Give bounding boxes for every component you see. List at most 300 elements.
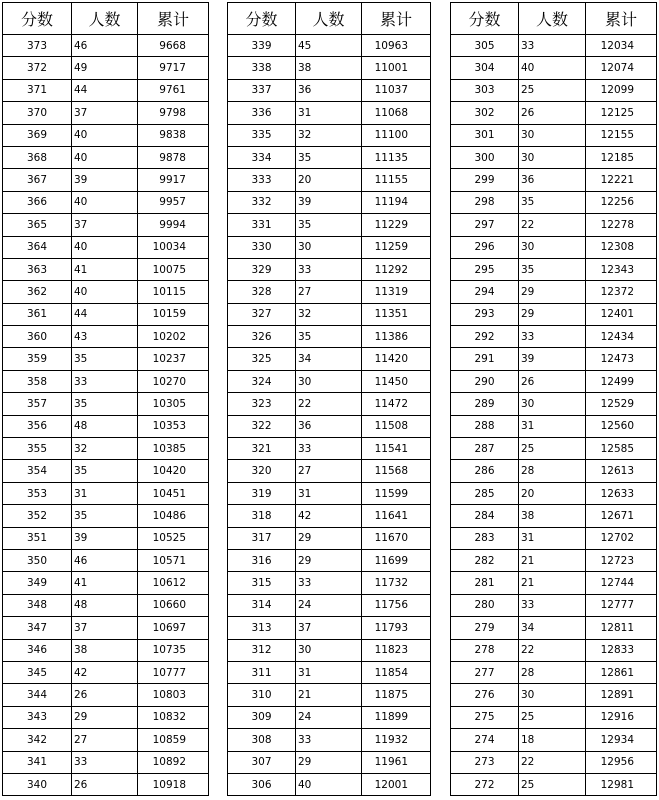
count-cell: 38 (519, 505, 586, 527)
score-cell: 306 (228, 773, 296, 795)
table-row (451, 303, 657, 325)
table-row (3, 146, 209, 168)
table-row (228, 57, 431, 79)
table-row (228, 102, 431, 124)
score-cell: 319 (228, 482, 296, 504)
cumulative-cell: 11599 (362, 482, 431, 504)
table-row (451, 594, 657, 616)
count-cell: 35 (72, 348, 138, 370)
score-cell: 350 (3, 549, 72, 571)
count-cell: 30 (296, 236, 362, 258)
score-cell: 373 (3, 35, 72, 57)
count-cell: 32 (296, 303, 362, 325)
table-row (451, 124, 657, 146)
header-score: 分数 (451, 3, 519, 35)
cumulative-cell: 12529 (586, 393, 657, 415)
cumulative-cell: 11932 (362, 729, 431, 751)
score-cell: 307 (228, 751, 296, 773)
table-row (228, 146, 431, 168)
score-cell: 320 (228, 460, 296, 482)
score-cell: 289 (451, 393, 519, 415)
count-cell: 42 (72, 661, 138, 683)
count-cell: 44 (72, 79, 138, 101)
count-cell: 33 (296, 258, 362, 280)
table-row (228, 236, 431, 258)
cumulative-cell: 11001 (362, 57, 431, 79)
table-row (228, 191, 431, 213)
score-cell: 313 (228, 617, 296, 639)
cumulative-cell: 12372 (586, 281, 657, 303)
score-cell: 326 (228, 326, 296, 348)
score-cell: 339 (228, 35, 296, 57)
score-cell: 274 (451, 729, 519, 751)
score-cell: 345 (3, 661, 72, 683)
table-row (228, 706, 431, 728)
score-cell: 314 (228, 594, 296, 616)
table-row (451, 191, 657, 213)
table-row (3, 79, 209, 101)
cumulative-cell: 11823 (362, 639, 431, 661)
score-cell: 368 (3, 146, 72, 168)
cumulative-cell: 10892 (138, 751, 209, 773)
cumulative-cell: 12934 (586, 729, 657, 751)
header-cumulative: 累计 (138, 3, 209, 35)
score-cell: 273 (451, 751, 519, 773)
table-row (451, 661, 657, 683)
score-table-2 (227, 2, 431, 796)
count-cell: 39 (296, 191, 362, 213)
score-cell: 343 (3, 706, 72, 728)
table-row (3, 326, 209, 348)
count-cell: 43 (72, 326, 138, 348)
score-cell: 283 (451, 527, 519, 549)
table-row (451, 214, 657, 236)
score-cell: 357 (3, 393, 72, 415)
count-cell: 29 (72, 706, 138, 728)
header-cumulative: 累计 (586, 3, 657, 35)
score-cell: 330 (228, 236, 296, 258)
count-cell: 22 (519, 214, 586, 236)
table-row (228, 79, 431, 101)
count-cell: 29 (296, 527, 362, 549)
score-cell: 287 (451, 438, 519, 460)
table-row (451, 639, 657, 661)
cumulative-cell: 12155 (586, 124, 657, 146)
score-cell: 284 (451, 505, 519, 527)
cumulative-cell: 11194 (362, 191, 431, 213)
score-cell: 362 (3, 281, 72, 303)
table-row (451, 505, 657, 527)
score-cell: 321 (228, 438, 296, 460)
score-cell: 310 (228, 684, 296, 706)
count-cell: 35 (519, 191, 586, 213)
cumulative-cell: 10420 (138, 460, 209, 482)
table-row (3, 751, 209, 773)
table-row (3, 505, 209, 527)
table-row (3, 438, 209, 460)
count-cell: 46 (72, 35, 138, 57)
count-cell: 22 (519, 751, 586, 773)
count-cell: 30 (519, 393, 586, 415)
score-cell: 364 (3, 236, 72, 258)
table-row (228, 594, 431, 616)
count-cell: 44 (72, 303, 138, 325)
cumulative-cell: 9917 (138, 169, 209, 191)
count-cell: 40 (72, 281, 138, 303)
cumulative-cell: 12434 (586, 326, 657, 348)
table-row (228, 393, 431, 415)
count-cell: 27 (296, 460, 362, 482)
cumulative-cell: 11135 (362, 146, 431, 168)
count-cell: 30 (519, 146, 586, 168)
cumulative-cell: 9838 (138, 124, 209, 146)
score-cell: 272 (451, 773, 519, 795)
score-cell: 303 (451, 79, 519, 101)
count-cell: 27 (296, 281, 362, 303)
count-cell: 29 (296, 549, 362, 571)
count-cell: 37 (296, 617, 362, 639)
count-cell: 26 (519, 102, 586, 124)
count-cell: 32 (72, 438, 138, 460)
table-row (3, 191, 209, 213)
score-cell: 316 (228, 549, 296, 571)
table-row (451, 146, 657, 168)
cumulative-cell: 10451 (138, 482, 209, 504)
table-row (3, 773, 209, 795)
cumulative-cell: 12723 (586, 549, 657, 571)
score-cell: 335 (228, 124, 296, 146)
score-cell: 359 (3, 348, 72, 370)
cumulative-cell: 11068 (362, 102, 431, 124)
score-cell: 340 (3, 773, 72, 795)
table-row (3, 482, 209, 504)
count-cell: 28 (519, 661, 586, 683)
cumulative-cell: 11100 (362, 124, 431, 146)
cumulative-cell: 12125 (586, 102, 657, 124)
table-row (3, 661, 209, 683)
count-cell: 34 (519, 617, 586, 639)
header-count: 人数 (519, 3, 586, 35)
table-row (228, 505, 431, 527)
cumulative-cell: 11037 (362, 79, 431, 101)
count-cell: 45 (296, 35, 362, 57)
count-cell: 18 (519, 729, 586, 751)
score-cell: 372 (3, 57, 72, 79)
count-cell: 20 (519, 482, 586, 504)
cumulative-cell: 12585 (586, 438, 657, 460)
cumulative-cell: 12256 (586, 191, 657, 213)
count-cell: 35 (72, 460, 138, 482)
cumulative-cell: 12671 (586, 505, 657, 527)
score-cell: 329 (228, 258, 296, 280)
cumulative-cell: 10963 (362, 35, 431, 57)
score-cell: 298 (451, 191, 519, 213)
cumulative-cell: 10353 (138, 415, 209, 437)
count-cell: 26 (72, 684, 138, 706)
count-cell: 30 (296, 370, 362, 392)
table-row (451, 482, 657, 504)
table-row (228, 460, 431, 482)
cumulative-cell: 11641 (362, 505, 431, 527)
score-cell: 346 (3, 639, 72, 661)
cumulative-cell: 10075 (138, 258, 209, 280)
table-row (228, 169, 431, 191)
score-cell: 349 (3, 572, 72, 594)
count-cell: 36 (296, 415, 362, 437)
cumulative-cell: 9668 (138, 35, 209, 57)
table-row (3, 370, 209, 392)
cumulative-cell: 12099 (586, 79, 657, 101)
cumulative-cell: 9798 (138, 102, 209, 124)
table-row (451, 79, 657, 101)
cumulative-cell: 12401 (586, 303, 657, 325)
score-cell: 341 (3, 751, 72, 773)
score-cell: 352 (3, 505, 72, 527)
count-cell: 26 (519, 370, 586, 392)
score-cell: 292 (451, 326, 519, 348)
table-row (451, 684, 657, 706)
count-cell: 33 (296, 572, 362, 594)
count-cell: 33 (519, 594, 586, 616)
score-cell: 302 (451, 102, 519, 124)
score-cell: 285 (451, 482, 519, 504)
count-cell: 31 (519, 415, 586, 437)
table-row (451, 35, 657, 57)
cumulative-cell: 11793 (362, 617, 431, 639)
score-cell: 356 (3, 415, 72, 437)
count-cell: 35 (296, 146, 362, 168)
table-row (3, 258, 209, 280)
cumulative-cell: 11854 (362, 661, 431, 683)
table-row (451, 348, 657, 370)
cumulative-cell: 12613 (586, 460, 657, 482)
count-cell: 28 (519, 460, 586, 482)
count-cell: 31 (296, 482, 362, 504)
count-cell: 48 (72, 594, 138, 616)
table-row (451, 281, 657, 303)
score-cell: 369 (3, 124, 72, 146)
count-cell: 37 (72, 102, 138, 124)
score-cell: 327 (228, 303, 296, 325)
cumulative-cell: 10571 (138, 549, 209, 571)
score-cell: 323 (228, 393, 296, 415)
table-row (451, 572, 657, 594)
score-cell: 347 (3, 617, 72, 639)
count-cell: 35 (296, 214, 362, 236)
count-cell: 33 (519, 326, 586, 348)
cumulative-cell: 11386 (362, 326, 431, 348)
table-row (228, 482, 431, 504)
count-cell: 39 (72, 169, 138, 191)
count-cell: 37 (72, 214, 138, 236)
table-row (451, 393, 657, 415)
score-cell: 301 (451, 124, 519, 146)
score-cell: 282 (451, 549, 519, 571)
cumulative-cell: 12278 (586, 214, 657, 236)
score-cell: 338 (228, 57, 296, 79)
cumulative-cell: 10486 (138, 505, 209, 527)
table-row (228, 415, 431, 437)
cumulative-cell: 12633 (586, 482, 657, 504)
count-cell: 35 (72, 393, 138, 415)
cumulative-cell: 9717 (138, 57, 209, 79)
count-cell: 40 (72, 124, 138, 146)
score-cell: 296 (451, 236, 519, 258)
cumulative-cell: 12702 (586, 527, 657, 549)
cumulative-cell: 11670 (362, 527, 431, 549)
count-cell: 37 (72, 617, 138, 639)
score-cell: 325 (228, 348, 296, 370)
count-cell: 39 (519, 348, 586, 370)
cumulative-cell: 11292 (362, 258, 431, 280)
score-cell: 275 (451, 706, 519, 728)
table-row (228, 729, 431, 751)
cumulative-cell: 10859 (138, 729, 209, 751)
cumulative-cell: 12499 (586, 370, 657, 392)
count-cell: 41 (72, 258, 138, 280)
cumulative-cell: 11568 (362, 460, 431, 482)
count-cell: 22 (519, 639, 586, 661)
table-row (3, 729, 209, 751)
score-cell: 291 (451, 348, 519, 370)
table-row (228, 639, 431, 661)
count-cell: 38 (72, 639, 138, 661)
table-row (3, 684, 209, 706)
score-cell: 360 (3, 326, 72, 348)
score-cell: 328 (228, 281, 296, 303)
count-cell: 20 (296, 169, 362, 191)
score-cell: 358 (3, 370, 72, 392)
table-row (228, 751, 431, 773)
count-cell: 35 (72, 505, 138, 527)
table-row (228, 370, 431, 392)
count-cell: 33 (72, 370, 138, 392)
score-cell: 297 (451, 214, 519, 236)
table-row (451, 549, 657, 571)
count-cell: 26 (72, 773, 138, 795)
count-cell: 24 (296, 594, 362, 616)
count-cell: 49 (72, 57, 138, 79)
cumulative-cell: 10237 (138, 348, 209, 370)
score-cell: 342 (3, 729, 72, 751)
count-cell: 32 (296, 124, 362, 146)
cumulative-cell: 10305 (138, 393, 209, 415)
score-cell: 365 (3, 214, 72, 236)
header-score: 分数 (3, 3, 72, 35)
score-cell: 295 (451, 258, 519, 280)
table-row (451, 460, 657, 482)
score-cell: 279 (451, 617, 519, 639)
score-cell: 278 (451, 639, 519, 661)
count-cell: 42 (296, 505, 362, 527)
score-cell: 276 (451, 684, 519, 706)
count-cell: 24 (296, 706, 362, 728)
count-cell: 25 (519, 773, 586, 795)
table-row (228, 35, 431, 57)
cumulative-cell: 12473 (586, 348, 657, 370)
cumulative-cell: 9957 (138, 191, 209, 213)
cumulative-cell: 12034 (586, 35, 657, 57)
cumulative-cell: 12833 (586, 639, 657, 661)
cumulative-cell: 10525 (138, 527, 209, 549)
score-cell: 299 (451, 169, 519, 191)
score-cell: 371 (3, 79, 72, 101)
score-cell: 300 (451, 146, 519, 168)
count-cell: 36 (519, 169, 586, 191)
cumulative-cell: 12916 (586, 706, 657, 728)
score-cell: 281 (451, 572, 519, 594)
score-cell: 334 (228, 146, 296, 168)
score-table-1 (2, 2, 209, 796)
count-cell: 40 (72, 191, 138, 213)
cumulative-cell: 10612 (138, 572, 209, 594)
score-cell: 348 (3, 594, 72, 616)
count-cell: 34 (296, 348, 362, 370)
table-row (3, 594, 209, 616)
count-cell: 40 (296, 773, 362, 795)
cumulative-cell: 12777 (586, 594, 657, 616)
cumulative-cell: 10832 (138, 706, 209, 728)
cumulative-cell: 11508 (362, 415, 431, 437)
score-cell: 293 (451, 303, 519, 325)
cumulative-cell: 10270 (138, 370, 209, 392)
table-row (228, 124, 431, 146)
score-cell: 337 (228, 79, 296, 101)
table-row (3, 57, 209, 79)
count-cell: 29 (296, 751, 362, 773)
table-row (228, 661, 431, 683)
header-cumulative: 累计 (362, 3, 431, 35)
score-cell: 367 (3, 169, 72, 191)
score-table-3 (450, 2, 657, 796)
score-cell: 324 (228, 370, 296, 392)
cumulative-cell: 11450 (362, 370, 431, 392)
cumulative-cell: 10034 (138, 236, 209, 258)
table-row (3, 639, 209, 661)
table-row (451, 236, 657, 258)
table-row (3, 303, 209, 325)
table-row (451, 326, 657, 348)
count-cell: 41 (72, 572, 138, 594)
cumulative-cell: 11472 (362, 393, 431, 415)
table-row (228, 572, 431, 594)
score-cell: 354 (3, 460, 72, 482)
count-cell: 35 (519, 258, 586, 280)
table-row (451, 438, 657, 460)
table-row (228, 773, 431, 795)
score-cell: 294 (451, 281, 519, 303)
cumulative-cell: 12001 (362, 773, 431, 795)
count-cell: 36 (296, 79, 362, 101)
cumulative-cell: 11899 (362, 706, 431, 728)
cumulative-cell: 10803 (138, 684, 209, 706)
cumulative-cell: 12811 (586, 617, 657, 639)
cumulative-cell: 12981 (586, 773, 657, 795)
table-row (228, 214, 431, 236)
table-row (451, 370, 657, 392)
table-row (451, 415, 657, 437)
table-row (451, 169, 657, 191)
count-cell: 30 (519, 236, 586, 258)
table-row (3, 415, 209, 437)
table-row (451, 706, 657, 728)
table-row (451, 57, 657, 79)
score-cell: 322 (228, 415, 296, 437)
count-cell: 38 (296, 57, 362, 79)
count-cell: 21 (519, 549, 586, 571)
count-cell: 33 (519, 35, 586, 57)
count-cell: 33 (296, 729, 362, 751)
